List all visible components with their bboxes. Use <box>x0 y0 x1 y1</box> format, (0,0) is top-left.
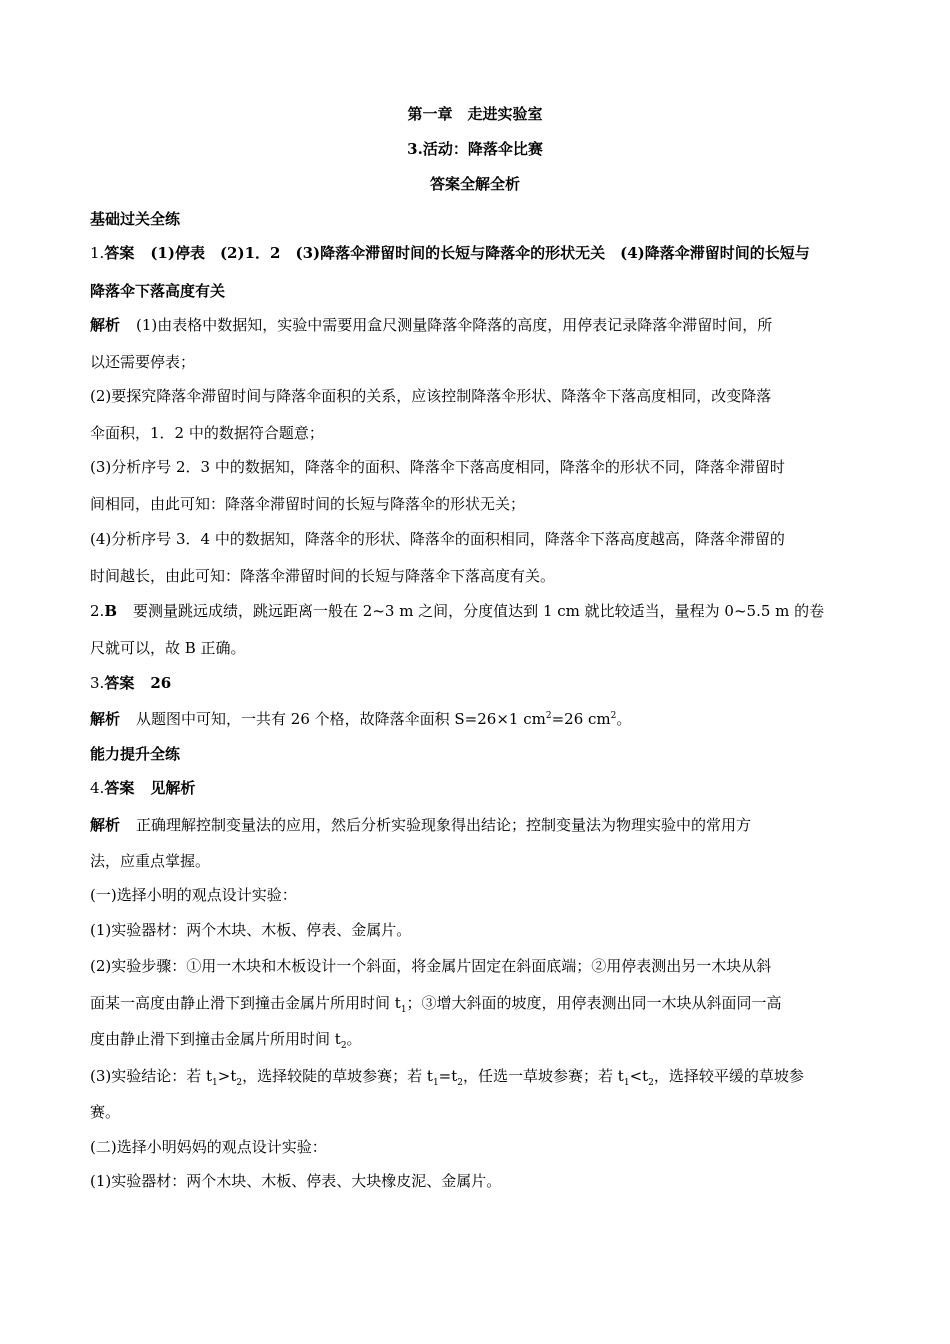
q4-part2-title: (二)选择小明妈妈的观点设计实验： <box>90 1138 327 1156</box>
q1-answer-label: 答案 <box>104 244 135 262</box>
q4-part1-title: (一)选择小明的观点设计实验： <box>90 886 297 904</box>
q1-analysis-line2: 以还需要停表； <box>90 353 196 371</box>
q3-analysis-text: 从题图中可知，一共有 26 个格，故降落伞面积 S=26×1 cm <box>136 710 546 728</box>
q4-concl-s1: 1 <box>212 1078 218 1088</box>
q4-part1-item3-line1 <box>90 1066 804 1086</box>
q4-concl-e: ，任选一草坡参赛；若 t <box>463 1067 624 1085</box>
q4-number: 4. <box>90 779 105 797</box>
section-title-basic: 基础过关全练 <box>90 210 181 228</box>
q3-answer-line <box>90 673 171 693</box>
q3-sup1: 2 <box>545 711 552 721</box>
q1-part3-line2: 间相同，由此可知：降落伞滞留时间的长短与降落伞的形状无关； <box>90 495 526 513</box>
q4-part1-item3-line2: 赛。 <box>90 1103 121 1121</box>
q4-part1-item2-line1: (2)实验步骤：①用一木块和木板设计一个斜面，将金属片固定在斜面底端；②用停表测出另一木块从斜 <box>90 957 772 975</box>
page-subtitle: 答案全解全析 <box>429 175 520 193</box>
q4-concl-s5: 1 <box>623 1078 630 1088</box>
q4-part1-item1: (1)实验器材：两个木块、木板、停表、金属片。 <box>90 921 412 939</box>
q4-concl-s4: 2 <box>457 1078 464 1088</box>
q1-analysis-line1 <box>90 315 772 335</box>
q4-part1-item2-line2 <box>90 993 782 1013</box>
q4-step-text-b: ；③增大斜面的坡度，用停表测出同一木块从斜面同一高 <box>406 994 782 1012</box>
lesson-title <box>0 139 950 159</box>
q4-analysis-line1 <box>90 815 751 835</box>
q4-part1-item2-line3 <box>90 1029 362 1049</box>
q4-answer-line <box>90 778 195 798</box>
q2-number: 2. <box>90 602 105 620</box>
q1-answer-line <box>90 243 810 263</box>
q4-analysis-text: 正确理解控制变量法的应用，然后分析实验现象得出结论；控制变量法为物理实验中的常用方 <box>136 816 752 834</box>
q4-step-text-a: 面某一高度由静止滑下到撞击金属片所用时间 t <box>90 994 401 1012</box>
q1-answer-text: (1)停表 (2)1．2 (3)降落伞滞留时间的长短与降落伞的形状无关 (4)降落伞滞留时间的长短与 <box>150 244 810 262</box>
q4-concl-b: >t <box>217 1067 237 1085</box>
q4-answer-label: 答案 <box>104 779 135 797</box>
lesson-title-text: 3.活动：降落伞比赛 <box>407 140 543 158</box>
q1-number: 1. <box>90 244 105 262</box>
q4-step-sub2: 2 <box>340 1041 347 1051</box>
q3-analysis-label: 解析 <box>90 710 121 728</box>
q1-part3-line1: (3)分析序号 2．3 中的数据知，降落伞的面积、降落伞下落高度相同，降落伞的形状不同，降落伞滞留时 <box>90 458 785 476</box>
q4-concl-a: (3)实验结论：若 t <box>90 1067 213 1085</box>
q4-concl-s6: 2 <box>648 1078 654 1088</box>
q3-analysis-mid: =26 cm <box>551 710 611 728</box>
q1-part4-line2: 时间越长，由此可知：降落伞滞留时间的长短与降落伞下落高度有关。 <box>90 567 556 585</box>
q3-analysis-line <box>90 709 631 729</box>
q4-step-text-c: 度由静止滑下到撞击金属片所用时间 t <box>90 1030 341 1048</box>
chapter-title: 第一章 走进实验室 <box>407 105 543 123</box>
q2-line1 <box>90 601 824 621</box>
q1-analysis-text: (1)由表格中数据知，实验中需要用盒尺测量降落伞降落的高度，用停表记录降落伞滞留时间，所 <box>136 316 773 334</box>
q4-concl-c: ，选择较陡的草坡参赛；若 t <box>242 1067 433 1085</box>
q1-part2-line1: (2)要探究降落伞滞留时间与降落伞面积的关系，应该控制降落伞形状、降落伞下落高度相同，改变降落 <box>90 387 772 405</box>
section-title-advanced: 能力提升全练 <box>90 745 181 763</box>
q4-step-text-d: 。 <box>346 1030 362 1048</box>
q1-answer-line2: 降落伞下落高度有关 <box>90 282 226 300</box>
q4-concl-g: ，选择较平缓的草坡参 <box>653 1067 804 1085</box>
q4-concl-s3: 1 <box>432 1078 439 1088</box>
q4-concl-d: =t <box>438 1067 458 1085</box>
q1-analysis-label: 解析 <box>90 316 121 334</box>
q4-part2-item1: (1)实验器材：两个木块、木板、停表、大块橡皮泥、金属片。 <box>90 1172 502 1190</box>
q4-analysis-line2: 法，应重点掌握。 <box>90 852 211 870</box>
q2-line2: 尺就可以，故 B 正确。 <box>90 639 246 657</box>
q4-analysis-label: 解析 <box>90 816 121 834</box>
q3-analysis-end: 。 <box>616 710 632 728</box>
q2-answer: B <box>104 602 117 620</box>
q2-text: 要测量跳远成绩，跳远距离一般在 2~3 m 之间，分度值达到 1 cm 就比较适当，量程为 0~5.5 m 的卷 <box>133 602 825 620</box>
q3-answer: 26 <box>150 674 172 692</box>
q4-answer: 见解析 <box>150 779 196 797</box>
q3-answer-label: 答案 <box>104 674 135 692</box>
q1-part4-line1: (4)分析序号 3．4 中的数据知，降落伞的形状、降落伞的面积相同，降落伞下落高度越高，降落伞滞留的 <box>90 530 785 548</box>
q4-step-sub1: 1 <box>400 1005 407 1015</box>
q4-concl-f: <t <box>629 1067 649 1085</box>
q3-sup2: 2 <box>610 711 617 721</box>
q1-part2-line2: 伞面积，1．2 中的数据符合题意； <box>90 424 324 442</box>
q4-concl-s2: 2 <box>236 1078 243 1088</box>
q3-number: 3. <box>90 674 105 692</box>
